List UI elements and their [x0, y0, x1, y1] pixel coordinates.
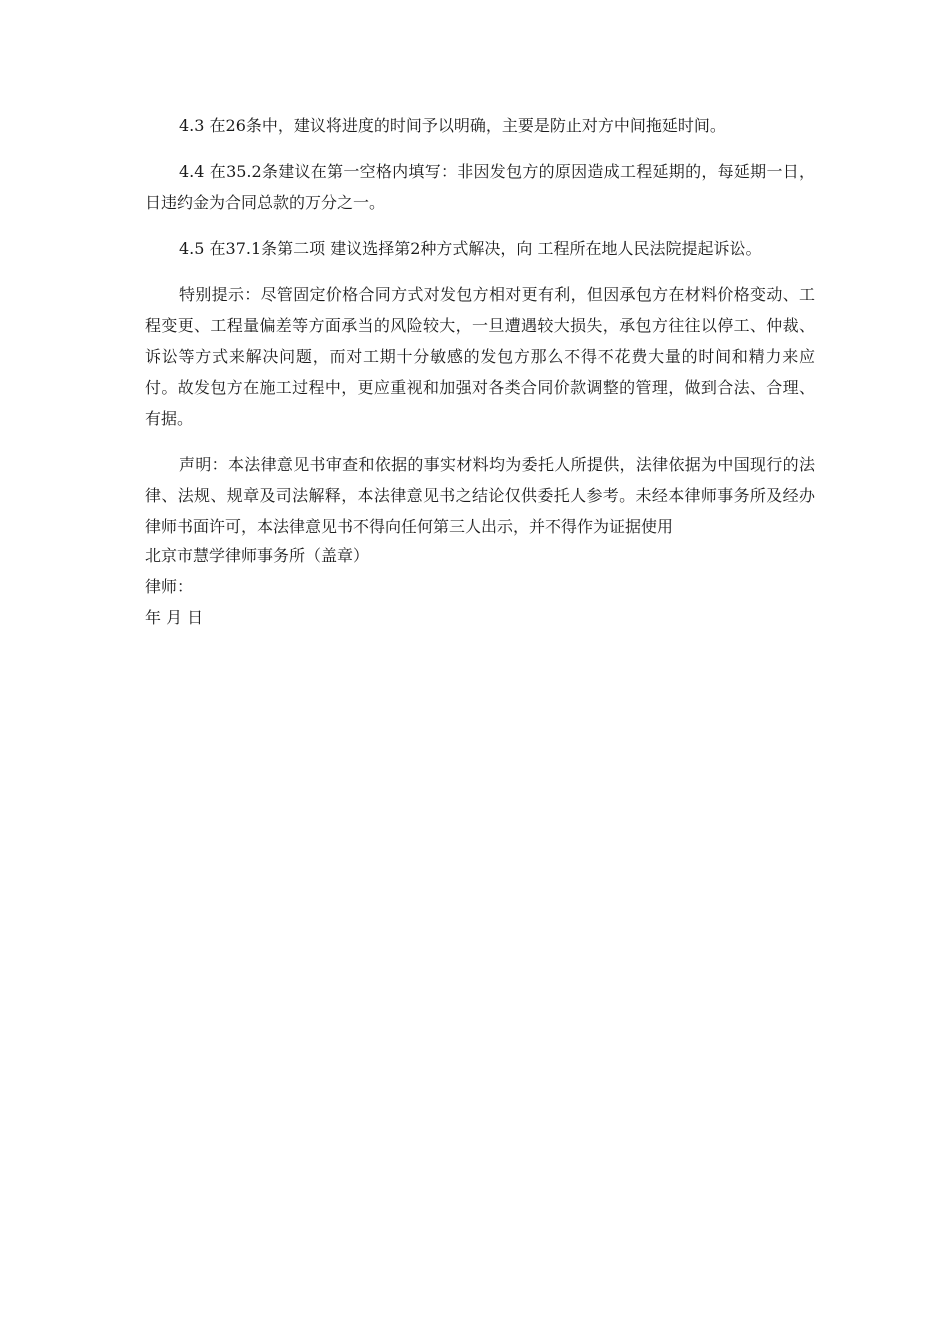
clause-4-5: 4.5 在37.1条第二项 建议选择第2种方式解决，向 工程所在地人民法院提起诉讼。: [179, 239, 762, 258]
law-firm-name: 北京市慧学律师事务所（盖章）: [145, 546, 370, 565]
special-notice: 特别提示：尽管固定价格合同方式对发包方相对更有利，但因承包方在材料价格变动、工程变更、工程量偏差等方面承当的风险较大，一旦遭遇较大损失，承包方往往以停工、仲裁、诉讼等方式来解决问题，而对工期十分敏感的发包方那么不得不花费大量的时间和精力来应付。故发包方在施工过程中，更应重视和加强对各类合同价款调整的管理，做到合法、合理、有据。: [145, 285, 815, 428]
document-page: [145, 110, 815, 633]
date-line: 年 月 日: [145, 608, 204, 627]
clause-4-4: 4.4 在35.2条建议在第一空格内填写：非因发包方的原因造成工程延期的，每延期一日，日违约金为合同总款的万分之一。: [145, 162, 815, 212]
lawyer-label: 律师：: [145, 577, 194, 596]
clause-4-3: 4.3 在26条中，建议将进度的时间予以明确，主要是防止对方中间拖延时间。: [179, 116, 726, 135]
signature-block: [145, 540, 815, 633]
disclaimer: 声明：本法律意见书审查和依据的事实材料均为委托人所提供，法律依据为中国现行的法律、法规、规章及司法解释，本法律意见书之结论仅供委托人参考。未经本律师事务所及经办律师书面许可，本法律意见书不得向任何第三人出示，并不得作为证据使用: [145, 455, 815, 536]
